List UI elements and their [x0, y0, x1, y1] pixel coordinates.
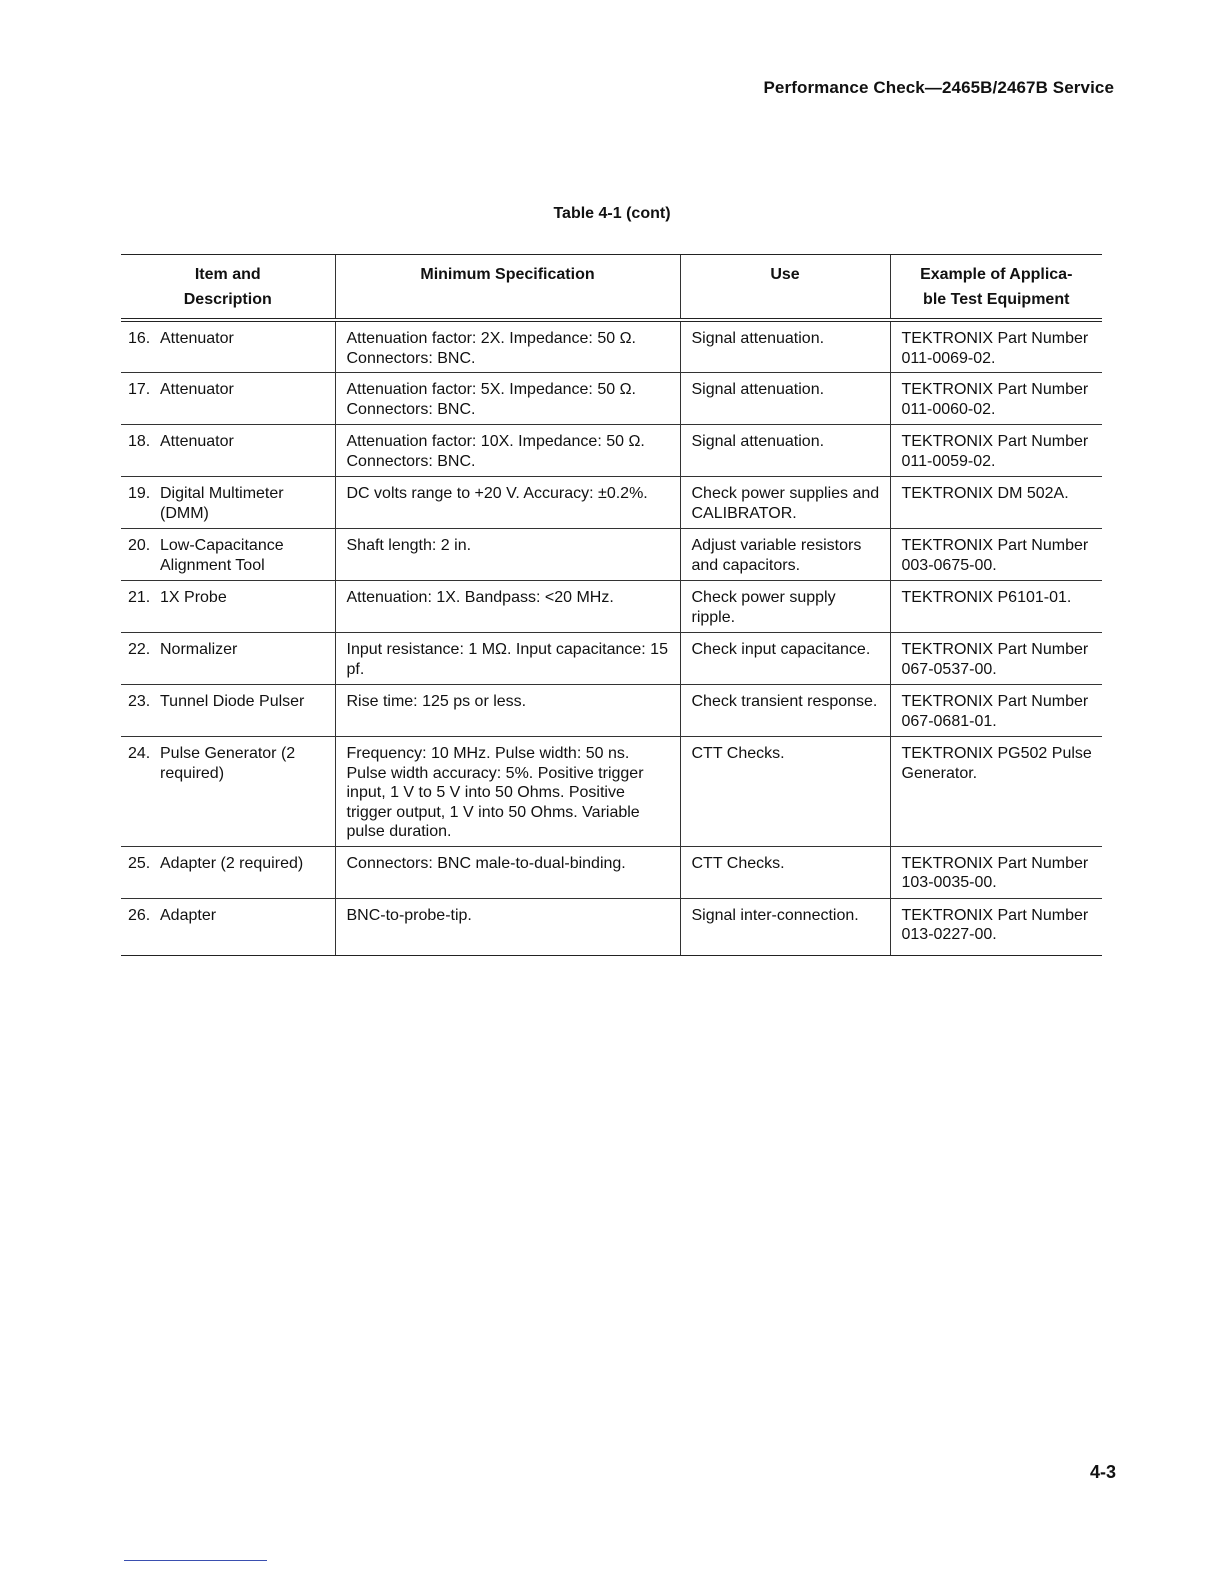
item-description: Normalizer: [160, 641, 238, 658]
use-cell: Adjust variable resistors and capacitors.: [680, 529, 890, 581]
item-cell: [121, 581, 335, 633]
item-number: 25.: [128, 854, 151, 872]
example-cell: TEKTRONIX Part Number 011-0059-02.: [890, 425, 1102, 477]
item-description: Attenuator: [160, 330, 234, 347]
example-cell: TEKTRONIX PG502 Pulse Generator.: [890, 737, 1102, 847]
table-row: [121, 685, 1102, 737]
spec-cell: Connectors: BNC male-to-dual-binding.: [335, 846, 680, 898]
table-title: Table 4-1 (cont): [553, 205, 671, 222]
item-description: Attenuator: [160, 381, 234, 398]
example-cell: TEKTRONIX Part Number 103-0035-00.: [890, 846, 1102, 898]
header-line: Use: [770, 266, 800, 283]
spec-cell: Attenuation: 1X. Bandpass: <20 MHz.: [335, 581, 680, 633]
use-cell: Signal attenuation.: [680, 373, 890, 425]
use-cell: Check power supplies and CALIBRATOR.: [680, 477, 890, 529]
header-example-equipment: [890, 255, 1102, 321]
table-row: [121, 373, 1102, 425]
example-cell: TEKTRONIX Part Number 011-0060-02.: [890, 373, 1102, 425]
item-description: Tunnel Diode Pulser: [160, 693, 305, 710]
equipment-table: [121, 254, 1102, 956]
header-line: ble Test Equipment: [923, 291, 1070, 308]
item-description: Pulse Generator (2 required): [160, 745, 296, 782]
use-cell: Signal attenuation.: [680, 425, 890, 477]
example-cell: TEKTRONIX Part Number 013-0227-00.: [890, 898, 1102, 955]
table-row: [121, 529, 1102, 581]
header-line: Example of Applica-: [920, 266, 1073, 283]
item-description: 1X Probe: [160, 589, 227, 606]
item-number: 21.: [128, 589, 151, 606]
header-use: [680, 255, 890, 321]
item-cell: [121, 737, 335, 847]
item-cell: [121, 425, 335, 477]
item-number: 17.: [128, 381, 151, 398]
spec-cell: Shaft length: 2 in.: [335, 529, 680, 581]
item-number: 23.: [128, 693, 151, 710]
item-number: 26.: [128, 906, 151, 924]
item-number: 18.: [128, 433, 151, 450]
spec-cell: Attenuation factor: 5X. Impedance: 50 Ω. Connectors: BNC.: [335, 373, 680, 425]
item-cell: [121, 685, 335, 737]
table-row: [121, 581, 1102, 633]
item-number: 24.: [128, 745, 151, 762]
spec-cell: BNC-to-probe-tip.: [335, 898, 680, 955]
header-line: Item and: [194, 266, 261, 283]
use-cell: Signal inter-connection.: [680, 898, 890, 955]
item-cell: [121, 898, 335, 955]
use-cell: CTT Checks.: [680, 846, 890, 898]
spec-cell: Attenuation factor: 2X. Impedance: 50 Ω. Connectors: BNC.: [335, 320, 680, 373]
item-number: 16.: [128, 330, 151, 347]
item-description: Attenuator: [160, 433, 234, 450]
item-cell: [121, 477, 335, 529]
table-header-row: [121, 255, 1102, 321]
table-row: [121, 477, 1102, 529]
use-cell: Check transient response.: [680, 685, 890, 737]
example-cell: TEKTRONIX DM 502A.: [890, 477, 1102, 529]
header-item-description: [121, 255, 335, 321]
spec-cell: Attenuation factor: 10X. Impedance: 50 Ω. Connectors: BNC.: [335, 425, 680, 477]
page-number: 4-3: [1089, 1462, 1116, 1482]
item-cell: [121, 373, 335, 425]
table-row: [121, 737, 1102, 847]
example-cell: TEKTRONIX Part Number 067-0681-01.: [890, 685, 1102, 737]
example-cell: TEKTRONIX Part Number 067-0537-00.: [890, 633, 1102, 685]
use-cell: Check power supply ripple.: [680, 581, 890, 633]
table-row: [121, 898, 1102, 955]
footer-rule: [124, 1560, 267, 1561]
table-row: [121, 425, 1102, 477]
item-number: 20.: [128, 537, 151, 554]
spec-cell: DC volts range to +20 V. Accuracy: ±0.2%.: [335, 477, 680, 529]
item-number: 19.: [128, 485, 151, 502]
example-cell: TEKTRONIX Part Number 003-0675-00.: [890, 529, 1102, 581]
item-cell: [121, 633, 335, 685]
item-description: Adapter (2 required): [160, 854, 304, 872]
table-row: [121, 846, 1102, 898]
running-header: Performance Check—2465B/2467B Service: [763, 78, 1114, 97]
spec-cell: Rise time: 125 ps or less.: [335, 685, 680, 737]
example-cell: TEKTRONIX Part Number 011-0069-02.: [890, 320, 1102, 373]
item-cell: [121, 320, 335, 373]
header-line: Description: [183, 291, 272, 308]
spec-cell: Frequency: 10 MHz. Pulse width: 50 ns. Pulse width accuracy: 5%. Positive trigger input, 1 V to 5 V into 50 Ohms. Positive trigger output, 1 V into 50 Ohms. Variable pulse duration.: [335, 737, 680, 847]
item-description: Adapter: [160, 906, 217, 924]
item-description: Low-Capacitance Alignment Tool: [160, 537, 284, 574]
item-cell: [121, 529, 335, 581]
item-description: Digital Multimeter (DMM): [160, 485, 284, 522]
item-cell: [121, 846, 335, 898]
use-cell: Check input capacitance.: [680, 633, 890, 685]
example-cell: TEKTRONIX P6101-01.: [890, 581, 1102, 633]
spec-cell: Input resistance: 1 MΩ. Input capacitance: 15 pf.: [335, 633, 680, 685]
use-cell: Signal attenuation.: [680, 320, 890, 373]
table-row: [121, 320, 1102, 373]
use-cell: CTT Checks.: [680, 737, 890, 847]
header-minimum-specification: [335, 255, 680, 321]
table-row: [121, 633, 1102, 685]
header-line: Minimum Specification: [420, 266, 595, 283]
item-number: 22.: [128, 641, 151, 658]
